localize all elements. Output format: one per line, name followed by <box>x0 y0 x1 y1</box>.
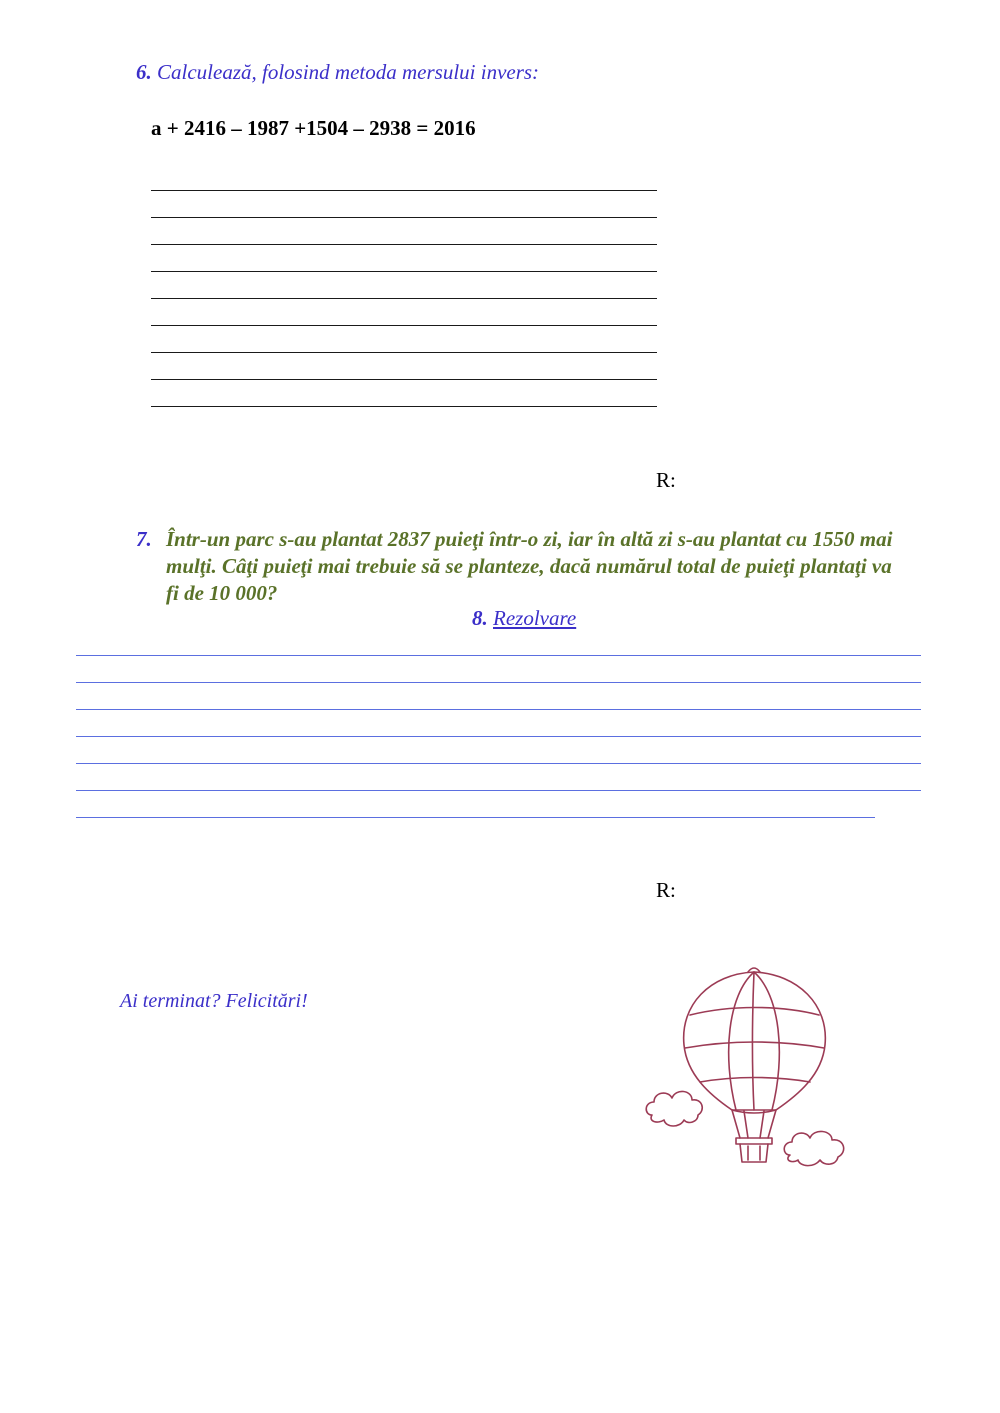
solution-line[interactable] <box>76 790 921 791</box>
exercise-8-heading <box>472 606 576 631</box>
hot-air-balloon-icon <box>640 960 860 1175</box>
answer-line[interactable] <box>151 271 657 272</box>
solution-line[interactable] <box>76 682 921 683</box>
exercise-7-text: Într-un parc s-au plantat 2837 puieţi într-o zi, iar în altă zi s-au plantat cu 1550 mai mulţi. Câţi puieţi mai trebuie să se planteze, dacă numărul total de puieţi plantaţi va fi de 10 000? <box>166 527 893 605</box>
exercise-6-title: Calculează, folosind metoda mersului invers: <box>157 60 540 84</box>
congratulations-message: Ai terminat? Felicitări! <box>120 990 308 1012</box>
exercise-8-answer-label: R: <box>656 878 676 902</box>
answer-line[interactable] <box>151 325 657 326</box>
solution-line[interactable] <box>76 763 921 764</box>
solution-line[interactable] <box>76 709 921 710</box>
exercise-6-answer-label: R: <box>656 468 676 492</box>
answer-line[interactable] <box>151 406 657 407</box>
answer-line[interactable] <box>151 298 657 299</box>
solution-line[interactable] <box>76 817 875 818</box>
answer-line[interactable] <box>151 379 657 380</box>
exercise-8-label: Rezolvare <box>493 606 577 630</box>
answer-line[interactable] <box>151 352 657 353</box>
solution-line[interactable] <box>76 655 921 656</box>
exercise-7-number: 7. <box>136 527 152 551</box>
answer-line[interactable] <box>151 190 657 191</box>
answer-line[interactable] <box>151 244 657 245</box>
exercise-6-heading <box>136 60 539 85</box>
solution-line[interactable] <box>76 736 921 737</box>
answer-line[interactable] <box>151 217 657 218</box>
exercise-6-equation: a + 2416 – 1987 +1504 – 2938 = 2016 <box>151 116 476 140</box>
exercise-8-number: 8. <box>472 606 488 630</box>
exercise-7 <box>136 526 896 607</box>
exercise-6-number: 6. <box>136 60 152 84</box>
